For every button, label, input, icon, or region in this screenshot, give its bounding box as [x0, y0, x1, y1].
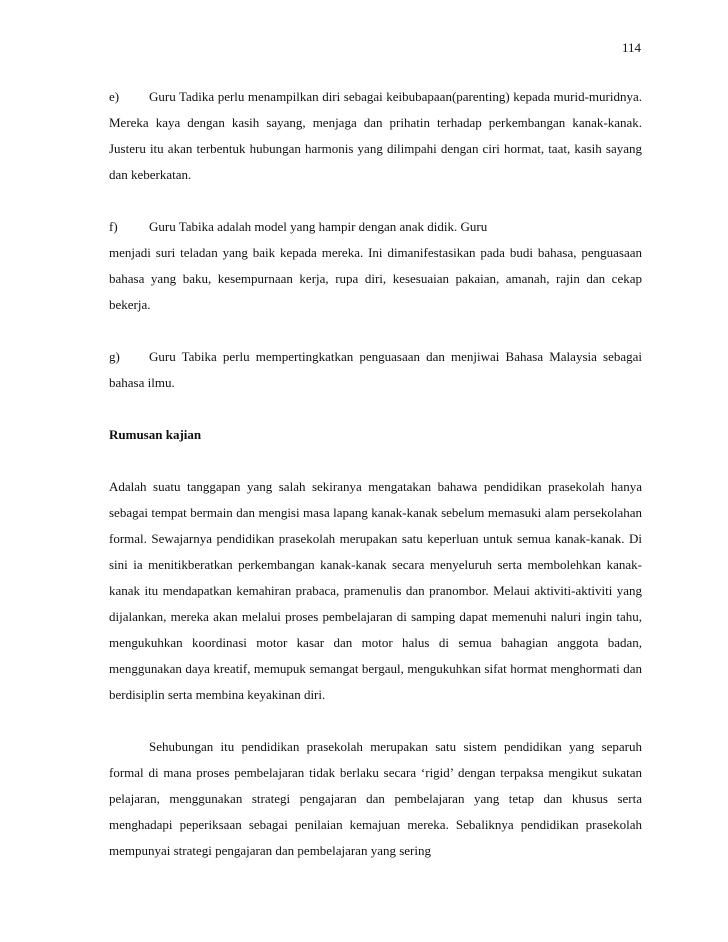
list-item-label: f)	[109, 219, 118, 234]
list-item-text: Guru Tadika perlu menampilkan diri sebagai keibubapaan(parenting) kepada murid-muridnya. Mereka kaya dengan kasih sayang, menjaga dan prihatin terhadap perkembangan kanak-kanak. Justeru itu akan terbentuk hubungan harmonis yang dilimpahi dengan ciri hormat, taat, kasih sayang dan keberkatan.	[109, 89, 642, 182]
list-item-label: e)	[109, 89, 120, 104]
list-item-label: g)	[109, 349, 120, 364]
paragraph: Sehubungan itu pendidikan prasekolah merupakan satu sistem pendidikan yang separuh formal di mana proses pembelajaran tidak berlaku secara ‘rigid’ dengan terpaksa mengikut sukatan pelajaran, menggunakan strategi pengajaran dan pembelajaran yang tetap dan khusus serta menghadapi peperiksaan sebagai penilaian kemajuan mereka. Sebaliknya pendidikan prasekolah mempunyai strategi pengajaran dan pembelajaran yang sering	[109, 739, 642, 858]
paragraph: Adalah suatu tanggapan yang salah sekiranya mengatakan bahawa pendidikan prasekolah hanya sebagai tempat bermain dan mengisi masa lapang kanak-kanak sebelum memasuki alam persekolahan formal. Sewajarnya pendidikan prasekolah merupakan satu keperluan untuk semua kanak-kanak. Di sini ia menitikberatkan perkembangan kanak-kanak secara menyeluruh serta membolehkan kanak-kanak itu mendapatkan kemahiran prabaca, pramenulis dan pranombor. Melaui aktiviti-aktiviti yang dijalankan, mereka akan melalui proses pembelajaran di samping dapat memenuhi naluri ingin tahu, mengukuhkan koordinasi motor kasar dan motor halus di semua bahagian anggota badan, menggunakan daya kreatif, memupuk semangat bergaul, mengukuhkan sifat hormat menghormati dan berdisiplin serta membina keyakinan diri.	[109, 479, 642, 702]
list-item-text: menjadi suri teladan yang baik kepada mereka. Ini dimanifestasikan pada budi bahasa, penguasaan bahasa yang baku, kesempurnaan kerja, rupa diri, kesesuaian pakaian, amanah, rajin dan cekap bekerja.	[109, 245, 642, 312]
list-item-f	[109, 214, 642, 318]
section-heading: Rumusan kajian	[109, 427, 202, 442]
list-item-g	[109, 344, 642, 396]
list-item-text: Guru Tabika perlu mempertingkatkan penguasaan dan menjiwai Bahasa Malaysia sebagai bahasa ilmu.	[109, 349, 642, 390]
page-number: 114	[621, 40, 641, 55]
page-content	[109, 84, 642, 864]
list-item-e	[109, 84, 642, 188]
list-item-first-line: Guru Tabika adalah model yang hampir dengan anak didik. Guru	[149, 219, 488, 234]
